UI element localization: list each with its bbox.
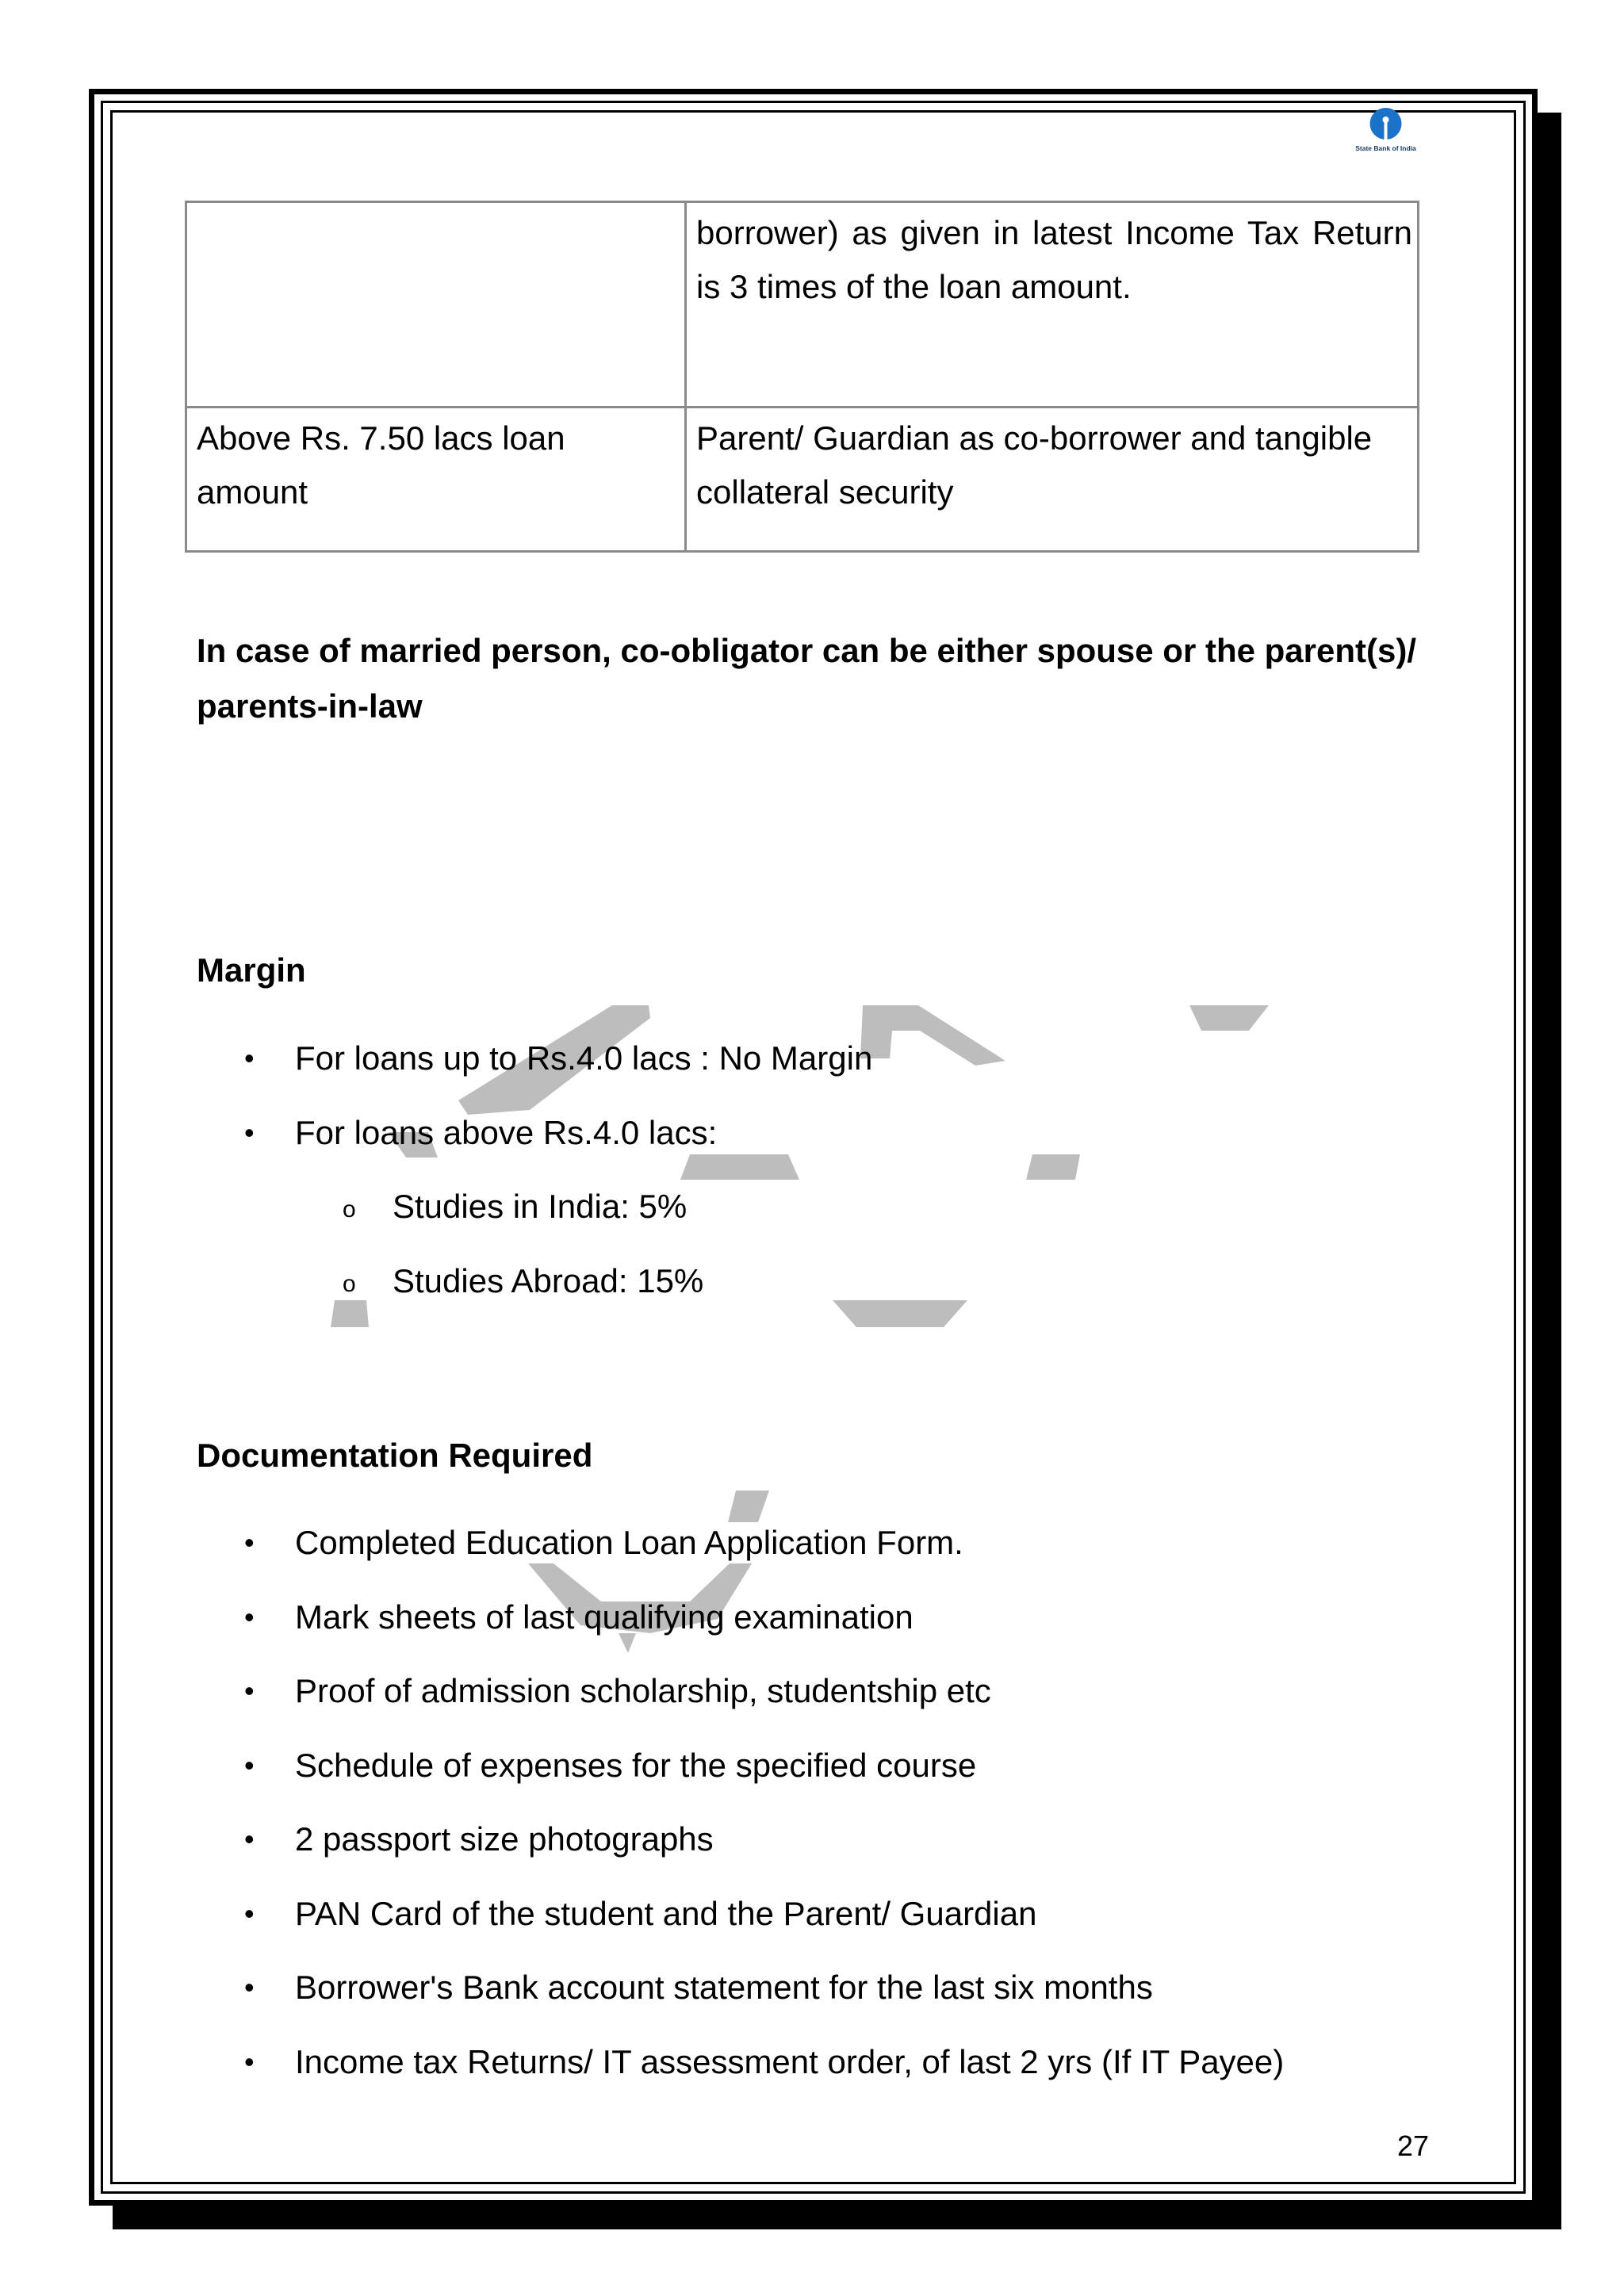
table-cell: borrower) as given in latest Income Tax Return is 3 times of the loan amount. bbox=[686, 202, 1419, 408]
sub-list-item: o Studies in India: 5% bbox=[238, 1181, 872, 1256]
documentation-heading: Documentation Required bbox=[197, 1437, 593, 1474]
list-item: • For loans up to Rs.4.0 lacs : No Margin bbox=[238, 1033, 872, 1108]
margin-list bbox=[238, 1033, 872, 1330]
list-item: • Mark sheets of last qualifying examination bbox=[238, 1592, 1284, 1667]
list-item: • Completed Education Loan Application Form. bbox=[238, 1517, 1284, 1592]
sbi-logo bbox=[1348, 107, 1423, 155]
table-row bbox=[186, 408, 1419, 552]
co-obligator-note: In case of married person, co-obligator can be either spouse or the parent(s)/ parents-in-law bbox=[197, 632, 1417, 725]
list-item: • Borrower's Bank account statement for the last six months bbox=[238, 1962, 1284, 2037]
list-item: • For loans above Rs.4.0 lacs: bbox=[238, 1108, 872, 1182]
table-row bbox=[186, 202, 1419, 408]
eligibility-table bbox=[185, 201, 1419, 553]
logo-text: State Bank of India bbox=[1355, 144, 1416, 152]
sub-list-item: o Studies Abroad: 15% bbox=[238, 1256, 872, 1330]
margin-heading: Margin bbox=[197, 951, 306, 989]
list-item: • Income tax Returns/ IT assessment order, of last 2 yrs (If IT Payee) bbox=[238, 2037, 1284, 2111]
list-item: • Schedule of expenses for the specified course bbox=[238, 1740, 1284, 1815]
list-item: • PAN Card of the student and the Parent/ Guardian bbox=[238, 1888, 1284, 1963]
table-cell: Parent/ Guardian as co-borrower and tangible collateral security bbox=[686, 408, 1419, 552]
list-item: • Proof of admission scholarship, studentship etc bbox=[238, 1666, 1284, 1740]
page-number: 27 bbox=[1397, 2130, 1430, 2162]
documentation-list bbox=[238, 1517, 1284, 2110]
table-cell bbox=[186, 202, 686, 408]
table-cell: Above Rs. 7.50 lacs loan amount bbox=[186, 408, 686, 552]
list-item: • 2 passport size photographs bbox=[238, 1814, 1284, 1888]
